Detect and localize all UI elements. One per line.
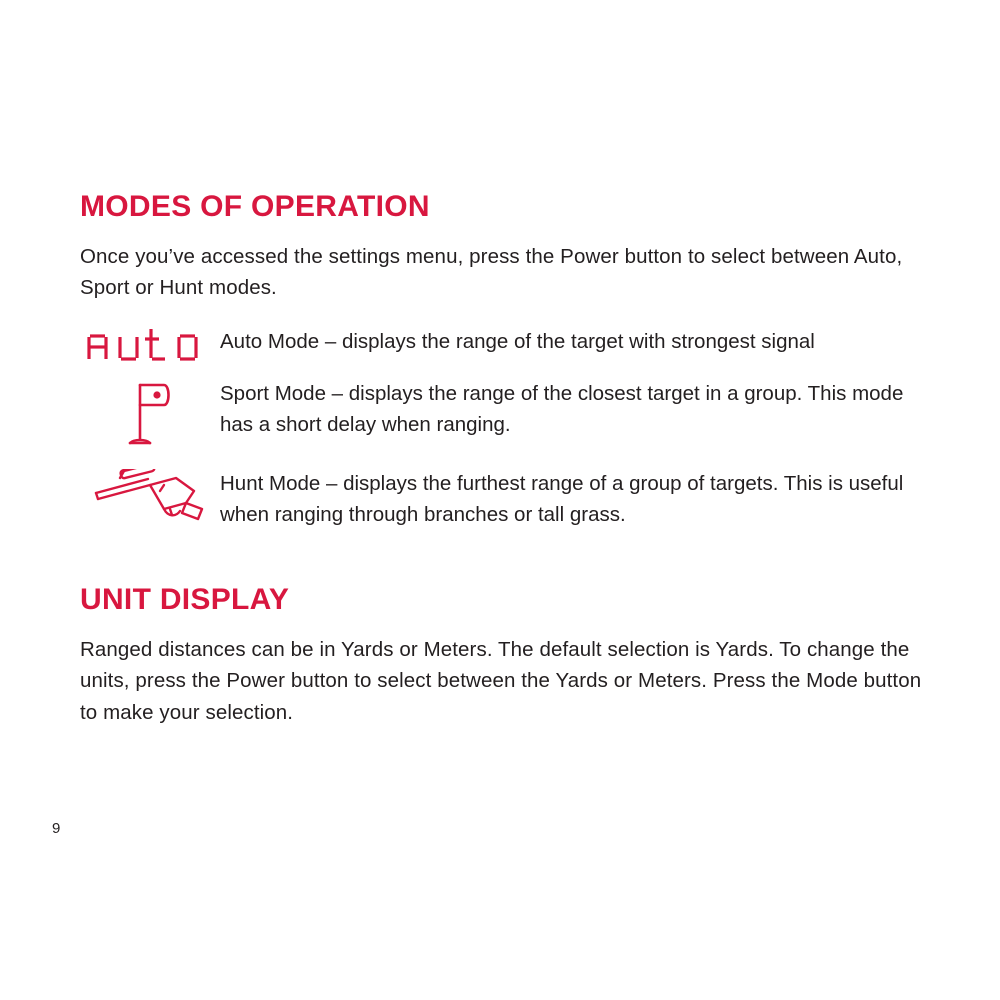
mode-list xyxy=(80,325,930,531)
modes-intro-paragraph: Once you’ve accessed the settings menu, press the Power button to select between Auto, Sport or Hunt modes. xyxy=(80,245,903,300)
page-content xyxy=(80,190,930,728)
unit-display-section xyxy=(80,583,930,727)
unit-display-paragraph: Ranged distances can be in Yards or Meters. The default selection is Yards. To change the units, press the Power button to select between the Yards or Meters. Press the Mode button to make your selection. xyxy=(80,638,922,724)
list-item xyxy=(80,467,930,531)
rifle-scope-icon xyxy=(80,467,220,531)
list-item xyxy=(80,325,930,361)
page-title-modes-of-operation: MODES OF OPERATION xyxy=(80,190,430,223)
mode-description: Hunt Mode – displays the furthest range of a group of targets. This is useful when ranging through branches or tall grass. xyxy=(220,472,904,527)
mode-description: Sport Mode – displays the range of the closest target in a group. This mode has a short delay when ranging. xyxy=(220,382,904,437)
list-item xyxy=(80,377,930,451)
page-number: 9 xyxy=(52,820,61,837)
auto-segment-display-icon xyxy=(80,325,220,361)
page-title-unit-display: UNIT DISPLAY xyxy=(80,583,290,617)
golf-flag-icon xyxy=(80,377,220,451)
mode-description: Auto Mode – displays the range of the target with strongest signal xyxy=(220,330,815,354)
